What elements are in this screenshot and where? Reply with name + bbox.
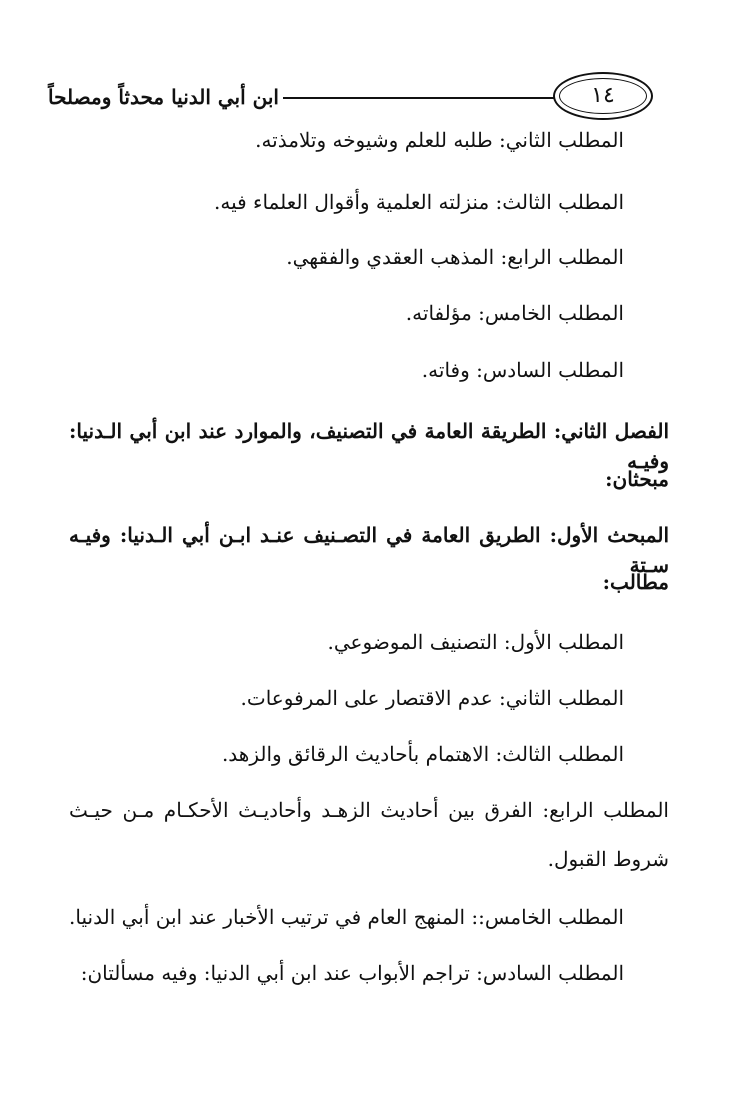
section-title: الطريق العامة في التصـنيف عنـد ابـن أبي الـدنيا: وفيـه سـتة [69,523,669,577]
page-number: ١٤ [591,83,615,108]
toc-line: المطلب الخامس: مؤلفاته. [405,301,624,325]
toc-line: المطلب الرابع: المذهب العقدي والفقهي. [286,245,624,269]
section-label: المبحث الأول: [549,523,670,547]
chapter-heading-cont: مبحثان: [605,467,669,491]
toc-line: المطلب الثاني: عدم الاقتصار على المرفوعات. [240,686,624,710]
toc-line-cont: شروط القبول. [547,847,669,871]
toc-line: المطلب الأول: التصنيف الموضوعي. [327,630,624,654]
toc-line: المطلب الرابع: الفرق بين أحاديث الزهـد وأحاديـث الأحكـام مـن حيـث [69,798,669,822]
page-number-badge [553,72,653,120]
section-heading-cont: مطالب: [602,570,669,594]
toc-line: المطلب الثالث: الاهتمام بأحاديث الرقائق والزهد. [221,742,624,766]
toc-line: المطلب السادس: تراجم الأبواب عند ابن أبي الدنيا: وفيه مسألتان: [80,961,624,985]
toc-line: المطلب السادس: وفاته. [421,358,624,382]
toc-line: المطلب الثاني: طلبه للعلم وشيوخه وتلامذته. [255,128,624,152]
chapter-label: الفصل الثاني: [553,419,669,443]
running-title: ابن أبي الدنيا محدثاً ومصلحاً [48,85,279,109]
chapter-title: الطريقة العامة في التصنيف، والموارد عند ابن أبي الـدنيا: وفيـه [69,419,669,473]
toc-line: المطلب الثالث: منزلته العلمية وأقوال العلماء فيه. [214,190,624,214]
chapter-heading [69,416,669,476]
section-heading [69,520,669,580]
header-rule [283,97,555,99]
toc-line: المطلب الخامس:: المنهج العام في ترتيب الأخبار عند ابن أبي الدنيا. [69,905,624,929]
